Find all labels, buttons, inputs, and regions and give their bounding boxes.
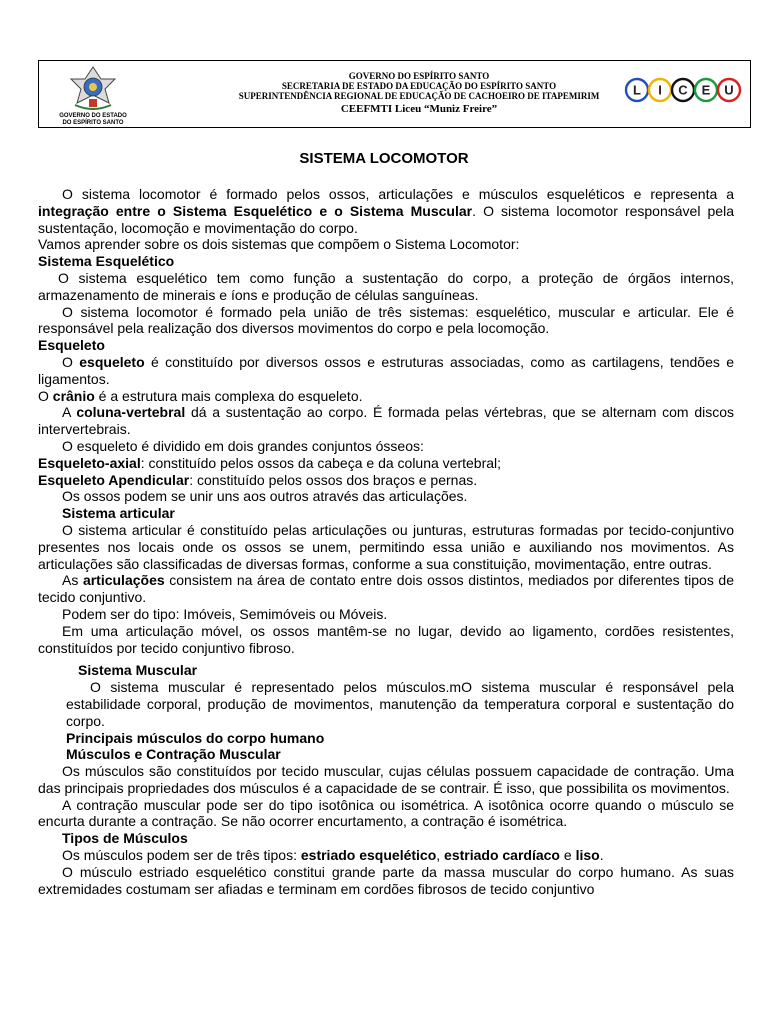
term-coluna-vertebral: coluna-vertebral: [76, 404, 186, 421]
text: : constituído pelos ossos dos braços e pernas.: [189, 471, 478, 488]
intro-paragraph: [38, 186, 734, 236]
term-liso: liso: [575, 847, 600, 864]
liceu-letter-l: L: [633, 82, 641, 98]
document-body: [38, 186, 734, 897]
heading-sistema-esqueletico: Sistema Esquelético: [38, 253, 175, 270]
liceu-letter-e: E: [701, 82, 711, 98]
text: ,: [436, 847, 445, 864]
intro-text-1: O sistema locomotor é formado pelos ossos, articulações e músculos esqueléticos e representa a: [62, 186, 734, 202]
text: Os músculos podem ser de três tipos:: [62, 847, 301, 864]
text: : constituído pelos ossos da cabeça e da coluna vertebral;: [140, 454, 502, 471]
superintendency-line: SUPERINTENDÊNCIA REGIONAL DE EDUCAÇÃO DE CACHOEIRO DE ITAPEMIRIM: [238, 91, 600, 101]
term-cranio: crânio: [52, 387, 95, 404]
intro-paragraph-2: Vamos aprender sobre os dois sistemas que compõem o Sistema Locomotor:: [38, 236, 520, 253]
esqueleto-paragraph-2: [38, 388, 734, 405]
liceu-letter-i: I: [658, 82, 662, 98]
coat-of-arms-icon: [51, 65, 135, 113]
esqueletico-paragraph-2: O sistema locomotor é formado pela união de três sistemas: esquelético, muscular e articular. Ele é responsável pela realização dos diversos movimentos do corpo e pela locomoção.: [38, 303, 734, 337]
contracao-paragraph-1: Os músculos são constituídos por tecido muscular, cujas células possuem capacidade de contração. Uma das principais propriedades dos músculos é a capacidade de se contrair. É isso, que possibilita os movimentos.: [38, 763, 734, 796]
crest-caption-line-2: DO ESPÍRITO SANTO: [62, 120, 124, 126]
liceu-logo: [624, 73, 742, 107]
heading-sistema-articular: Sistema articular: [62, 505, 175, 522]
articular-paragraph-3: Podem ser do tipo: Imóveis, Semimóveis ou Móveis.: [62, 605, 388, 622]
articular-paragraph-2: [38, 572, 734, 606]
muscular-section: [38, 662, 734, 763]
text: O: [62, 353, 80, 370]
esqueleto-paragraph-4: O esqueleto é dividido em dois grandes conjuntos ósseos:: [62, 437, 424, 454]
state-crest: [51, 65, 135, 127]
esqueleto-apendicular-line: [38, 472, 734, 489]
esqueleto-paragraph-1: [38, 354, 734, 388]
term-estriado-esqueletico: estriado esquelético: [300, 847, 437, 864]
letterhead: [38, 60, 751, 128]
text: As: [62, 572, 83, 589]
articular-paragraph-4: Em uma articulação móvel, os ossos mantêm-se no lugar, devido ao ligamento, cordões resistentes, constituídos por tecido conjuntivo fibroso.: [38, 622, 734, 656]
text: é constituído por diversos ossos e estruturas associadas, como as cartilagens, tendões e ligamentos.: [38, 353, 735, 387]
crest-caption: [51, 113, 135, 127]
text: dá a sustentação ao corpo. É formada pelas vértebras, que se alternam com discos intervertebrais.: [38, 404, 734, 438]
term-estriado-cardiaco: estriado cardíaco: [444, 847, 560, 864]
term-esqueleto-axial: Esqueleto-axial: [38, 454, 141, 471]
contracao-paragraph-3: [38, 847, 734, 864]
esqueleto-paragraph-3: [38, 404, 734, 438]
text: é a estrutura mais complexa do esqueleto.: [94, 387, 363, 404]
esqueleto-paragraph-7: Os ossos podem se unir uns aos outros através das articulações.: [62, 488, 468, 505]
heading-sistema-muscular: Sistema Muscular: [78, 662, 198, 679]
text: e: [559, 847, 576, 864]
term-esqueleto-apendicular: Esqueleto Apendicular: [38, 471, 190, 488]
text: .: [599, 847, 604, 864]
school-name: CEEFMTI Liceu “Muniz Freire”: [340, 103, 498, 115]
heading-musculos-contracao: Músculos e Contração Muscular: [66, 746, 281, 763]
secretariat-line: SECRETARIA DE ESTADO DA EDUCAÇÃO DO ESPÍRITO SANTO: [281, 81, 557, 91]
text: consistem na área de contato entre dois ossos distintos, mediados por diferentes tipos de tecido conjuntivo.: [38, 572, 734, 606]
text: A: [62, 404, 77, 421]
term-esqueleto: esqueleto: [79, 353, 145, 370]
liceu-letter-c: C: [678, 82, 688, 98]
esqueleto-axial-line: [38, 455, 734, 472]
crest-caption-line-1: GOVERNO DO ESTADO: [59, 113, 127, 119]
heading-esqueleto: Esqueleto: [38, 337, 105, 354]
liceu-letter-u: U: [724, 82, 734, 98]
contracao-paragraph-2: A contração muscular pode ser do tipo isotônica ou isométrica. A isotônica ocorre quando o músculo se encurta durante a contração. Se não ocorrer encurtamento, a contração é isométrica.: [38, 796, 734, 830]
document-title: SISTEMA LOCOMOTOR: [299, 150, 469, 167]
articular-paragraph-1: O sistema articular é constituído pelas articulações ou junturas, estruturas formadas por tecido-conjuntivo presentes nos locais onde os ossos se unem, permitindo essa união e auxiliando nos movimentos. As articulações são classificadas de diversas formas, conforme a sua constituição, movimentação, entre outras.: [38, 521, 734, 572]
esqueletico-paragraph-1: O sistema esquelético tem como função a sustentação do corpo, a proteção de órgãos internos, armazenamento de minerais e íons e produção de células sanguíneas.: [38, 269, 734, 303]
muscular-paragraph-1: O sistema muscular é representado pelos músculos.mO sistema muscular é responsável pela estabilidade corporal, produção de movimentos, manutenção da temperatura corporal e sustentação do corpo.: [66, 679, 734, 729]
intro-bold: integração entre o Sistema Esquelético e o Sistema Muscular: [38, 202, 473, 219]
intro-text-2: . O sistema locomotor responsável pela sustentação, locomoção e movimentação do corpo.: [38, 202, 734, 236]
government-line: GOVERNO DO ESPÍRITO SANTO: [348, 71, 490, 81]
heading-tipos-de-musculos: Tipos de Músculos: [62, 830, 188, 847]
letterhead-text: [189, 71, 649, 116]
contracao-paragraph-4: O músculo estriado esquelético constitui grande parte da massa muscular do corpo humano. As suas extremidades costumam ser afiadas e terminam em cordões fibrosos de tecido conjuntivo: [38, 863, 734, 897]
heading-principais-musculos: Principais músculos do corpo humano: [66, 729, 325, 746]
term-articulacoes: articulações: [82, 572, 165, 589]
text: O: [38, 387, 53, 404]
